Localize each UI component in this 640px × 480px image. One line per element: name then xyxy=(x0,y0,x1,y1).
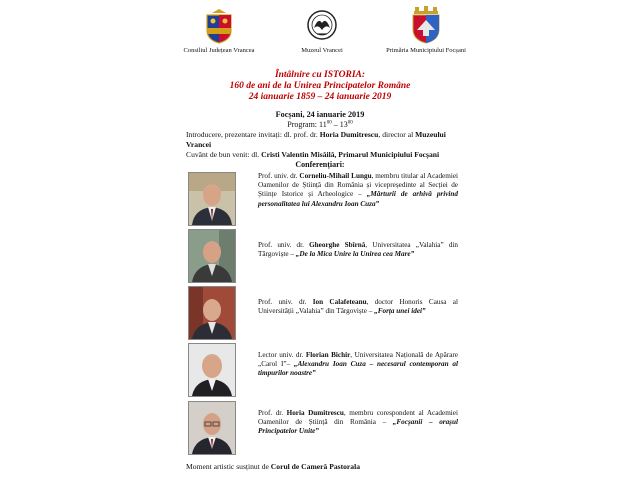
program-end-sup: 00 xyxy=(347,120,353,126)
speaker-talk: „Forța unei idei” xyxy=(374,307,426,316)
speaker-text xyxy=(258,409,458,437)
welcome-prefix: Cuvânt de bun venit: dl. xyxy=(186,150,262,159)
welcome-name: Cristi Valentin Misăilă, Primarul Municipiului Focșani xyxy=(261,150,440,159)
speaker-talk: „Mărturii de arhivă privind personalitatea lui Alexandru Ioan Cuza” xyxy=(258,190,458,208)
intro-line-2 xyxy=(186,150,458,160)
intro-suffix: , director al xyxy=(378,130,416,139)
museum-emblem-icon xyxy=(305,8,339,44)
speaker-talk: „Focșanii – orașul Principatelor Unite” xyxy=(258,418,458,436)
speaker-title: Prof. univ. dr. xyxy=(258,298,313,306)
speakers-heading-text: Conferențiari: xyxy=(295,160,345,169)
logo-muzeul-vrancei xyxy=(294,8,350,54)
logo-primaria-focsani xyxy=(386,6,466,54)
speaker-details: , Universitatea „Valahia” din Târgoviște – xyxy=(258,241,459,259)
program-start-sup: 00 xyxy=(326,120,332,126)
speaker-text xyxy=(258,298,458,316)
speaker-photo xyxy=(188,401,236,455)
speaker-photo xyxy=(188,229,236,283)
speaker-talk: „De la Mica Unire la Unirea cea Mare” xyxy=(295,250,415,259)
speaker-card xyxy=(188,229,458,283)
speaker-details: , membru corespondent al Academiei Oamenilor de Știință din România – xyxy=(258,409,458,427)
intro-org: Muzeului Vrancei xyxy=(186,130,446,149)
footer-name: Corul de Cameră Pastorala xyxy=(270,462,361,471)
speaker-photo xyxy=(188,343,236,397)
logo-consiliul-judetean xyxy=(183,8,255,54)
logo-caption: Consiliul Județean Vrancea xyxy=(183,47,255,54)
speaker-name: Gheorghe Sbîrnă xyxy=(309,241,366,249)
speaker-text xyxy=(258,241,458,259)
speaker-name: Horia Dumitrescu xyxy=(286,409,344,417)
intro-name: Horia Dumitrescu xyxy=(319,130,379,139)
title-line-1: Întâlnire cu ISTORIA: xyxy=(274,70,366,80)
speaker-talk: „Alexandru Ioan Cuza – necesarul contemporan al timpurilor noastre” xyxy=(258,360,458,378)
speaker-text xyxy=(258,351,458,379)
footer-prefix: Moment artistic susținut de xyxy=(186,462,271,471)
speaker-card xyxy=(188,401,458,455)
speaker-title: Lector univ. dr. xyxy=(258,351,306,359)
title-line-2: 160 de ani de la Unirea Principatelor Române xyxy=(229,81,411,91)
speaker-card xyxy=(188,286,458,340)
speaker-name: Corneliu-Mihail Lungu xyxy=(299,172,372,180)
place-date xyxy=(0,110,640,119)
event-title xyxy=(0,70,640,103)
intro-line-1 xyxy=(186,130,458,150)
speaker-card xyxy=(188,343,458,397)
city-coat-of-arms-icon xyxy=(410,6,442,44)
speaker-title: Prof. univ. dr. xyxy=(258,241,310,249)
speaker-photo xyxy=(188,286,236,340)
speaker-name: Ion Calafeteanu xyxy=(312,298,367,306)
program-sep: – 13 xyxy=(331,120,348,129)
speaker-title: Prof. dr. xyxy=(258,409,287,417)
speaker-details: , membru titular al Academiei Oamenilor de Știință din România și vicepreședinte al Secției de Științe Istorice și Arheologice – xyxy=(258,172,459,199)
county-coat-of-arms-icon xyxy=(204,8,234,44)
program-time xyxy=(0,120,640,129)
speaker-card xyxy=(188,172,458,226)
speaker-details: , doctor Honoris Causa al Universității „Valahia” din Târgoviște – xyxy=(258,298,458,316)
place-date-text: Focșani, 24 ianuarie 2019 xyxy=(275,110,365,119)
speakers-heading xyxy=(0,160,640,169)
speaker-details: , Universitatea Națională de Apărare „Carol I”– xyxy=(258,351,458,369)
footer-line xyxy=(186,462,360,471)
speaker-title: Prof. univ. dr. xyxy=(258,172,300,180)
logo-caption: Primăria Municipiului Focșani xyxy=(386,47,466,54)
speaker-name: Florian Bichir xyxy=(305,351,351,359)
intro-prefix: Introducere, prezentare invitați: dl. prof. dr. xyxy=(186,130,320,139)
speaker-photo xyxy=(188,172,236,226)
speaker-text xyxy=(258,172,458,209)
program-prefix: Program: 11 xyxy=(287,120,327,129)
logo-caption: Muzeul Vrancei xyxy=(301,47,343,54)
title-line-3: 24 ianuarie 1859 – 24 ianuarie 2019 xyxy=(248,92,392,102)
